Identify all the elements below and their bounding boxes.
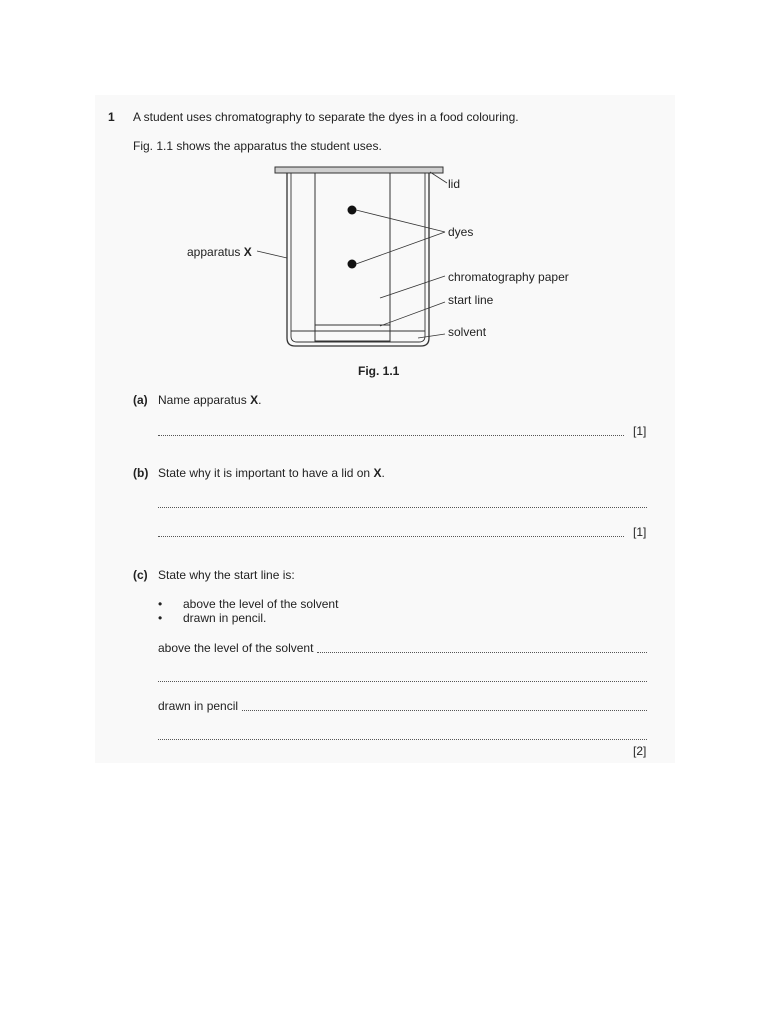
dyes-leader-lower: [356, 232, 445, 264]
beaker-outer: [287, 173, 429, 346]
part-c-answer-line-2[interactable]: [158, 680, 647, 682]
label-lid: lid: [448, 177, 461, 191]
part-c-answer-label-2: drawn in pencil: [158, 699, 239, 713]
part-a-marks: [1]: [633, 424, 647, 438]
dye-spot-upper: [348, 206, 357, 215]
label-start-line: start line: [448, 293, 494, 307]
part-a-label: (a): [133, 393, 148, 407]
part-b-question: State why it is important to have a lid on X.: [158, 466, 385, 480]
part-c-answer-line-4[interactable]: [158, 738, 647, 740]
part-c-answer-line-3[interactable]: [242, 709, 647, 711]
bullet-marker-2: •: [158, 611, 163, 625]
part-b-label: (b): [133, 466, 149, 480]
part-c-label: (c): [133, 568, 148, 582]
part-b-answer-line-1[interactable]: [158, 506, 647, 508]
bullet-item-2: drawn in pencil.: [183, 611, 267, 625]
part-a-answer-line[interactable]: [158, 434, 624, 436]
label-solvent: solvent: [448, 325, 487, 339]
apparatus-leader: [257, 251, 287, 258]
dye-spot-lower: [348, 260, 357, 269]
label-paper: chromatography paper: [448, 270, 569, 284]
figure-intro: Fig. 1.1 shows the apparatus the student uses.: [133, 139, 382, 153]
bullet-item-1: above the level of the solvent: [183, 597, 339, 611]
paper-shape: [315, 173, 390, 341]
question-number: 1: [108, 110, 115, 124]
solvent-leader: [418, 334, 445, 338]
question-intro: A student uses chromatography to separate the dyes in a food colouring.: [133, 110, 519, 124]
part-b-answer-line-2[interactable]: [158, 535, 624, 537]
part-a-question: Name apparatus X.: [158, 393, 262, 407]
lid-shape: [275, 167, 443, 173]
part-b-marks: [1]: [633, 525, 647, 539]
part-c-question: State why the start line is:: [158, 568, 295, 582]
label-apparatus: apparatus X: [187, 245, 252, 259]
lid-leader: [430, 172, 447, 183]
figure-caption: Fig. 1.1: [358, 364, 400, 378]
dyes-leader-upper: [356, 210, 445, 232]
label-dyes: dyes: [448, 225, 474, 239]
part-c-answer-line-1[interactable]: [317, 651, 647, 653]
part-c-marks: [2]: [633, 744, 647, 758]
part-c-answer-label-1: above the level of the solvent: [158, 641, 314, 655]
chromatography-diagram: [0, 0, 768, 400]
bullet-marker-1: •: [158, 597, 163, 611]
